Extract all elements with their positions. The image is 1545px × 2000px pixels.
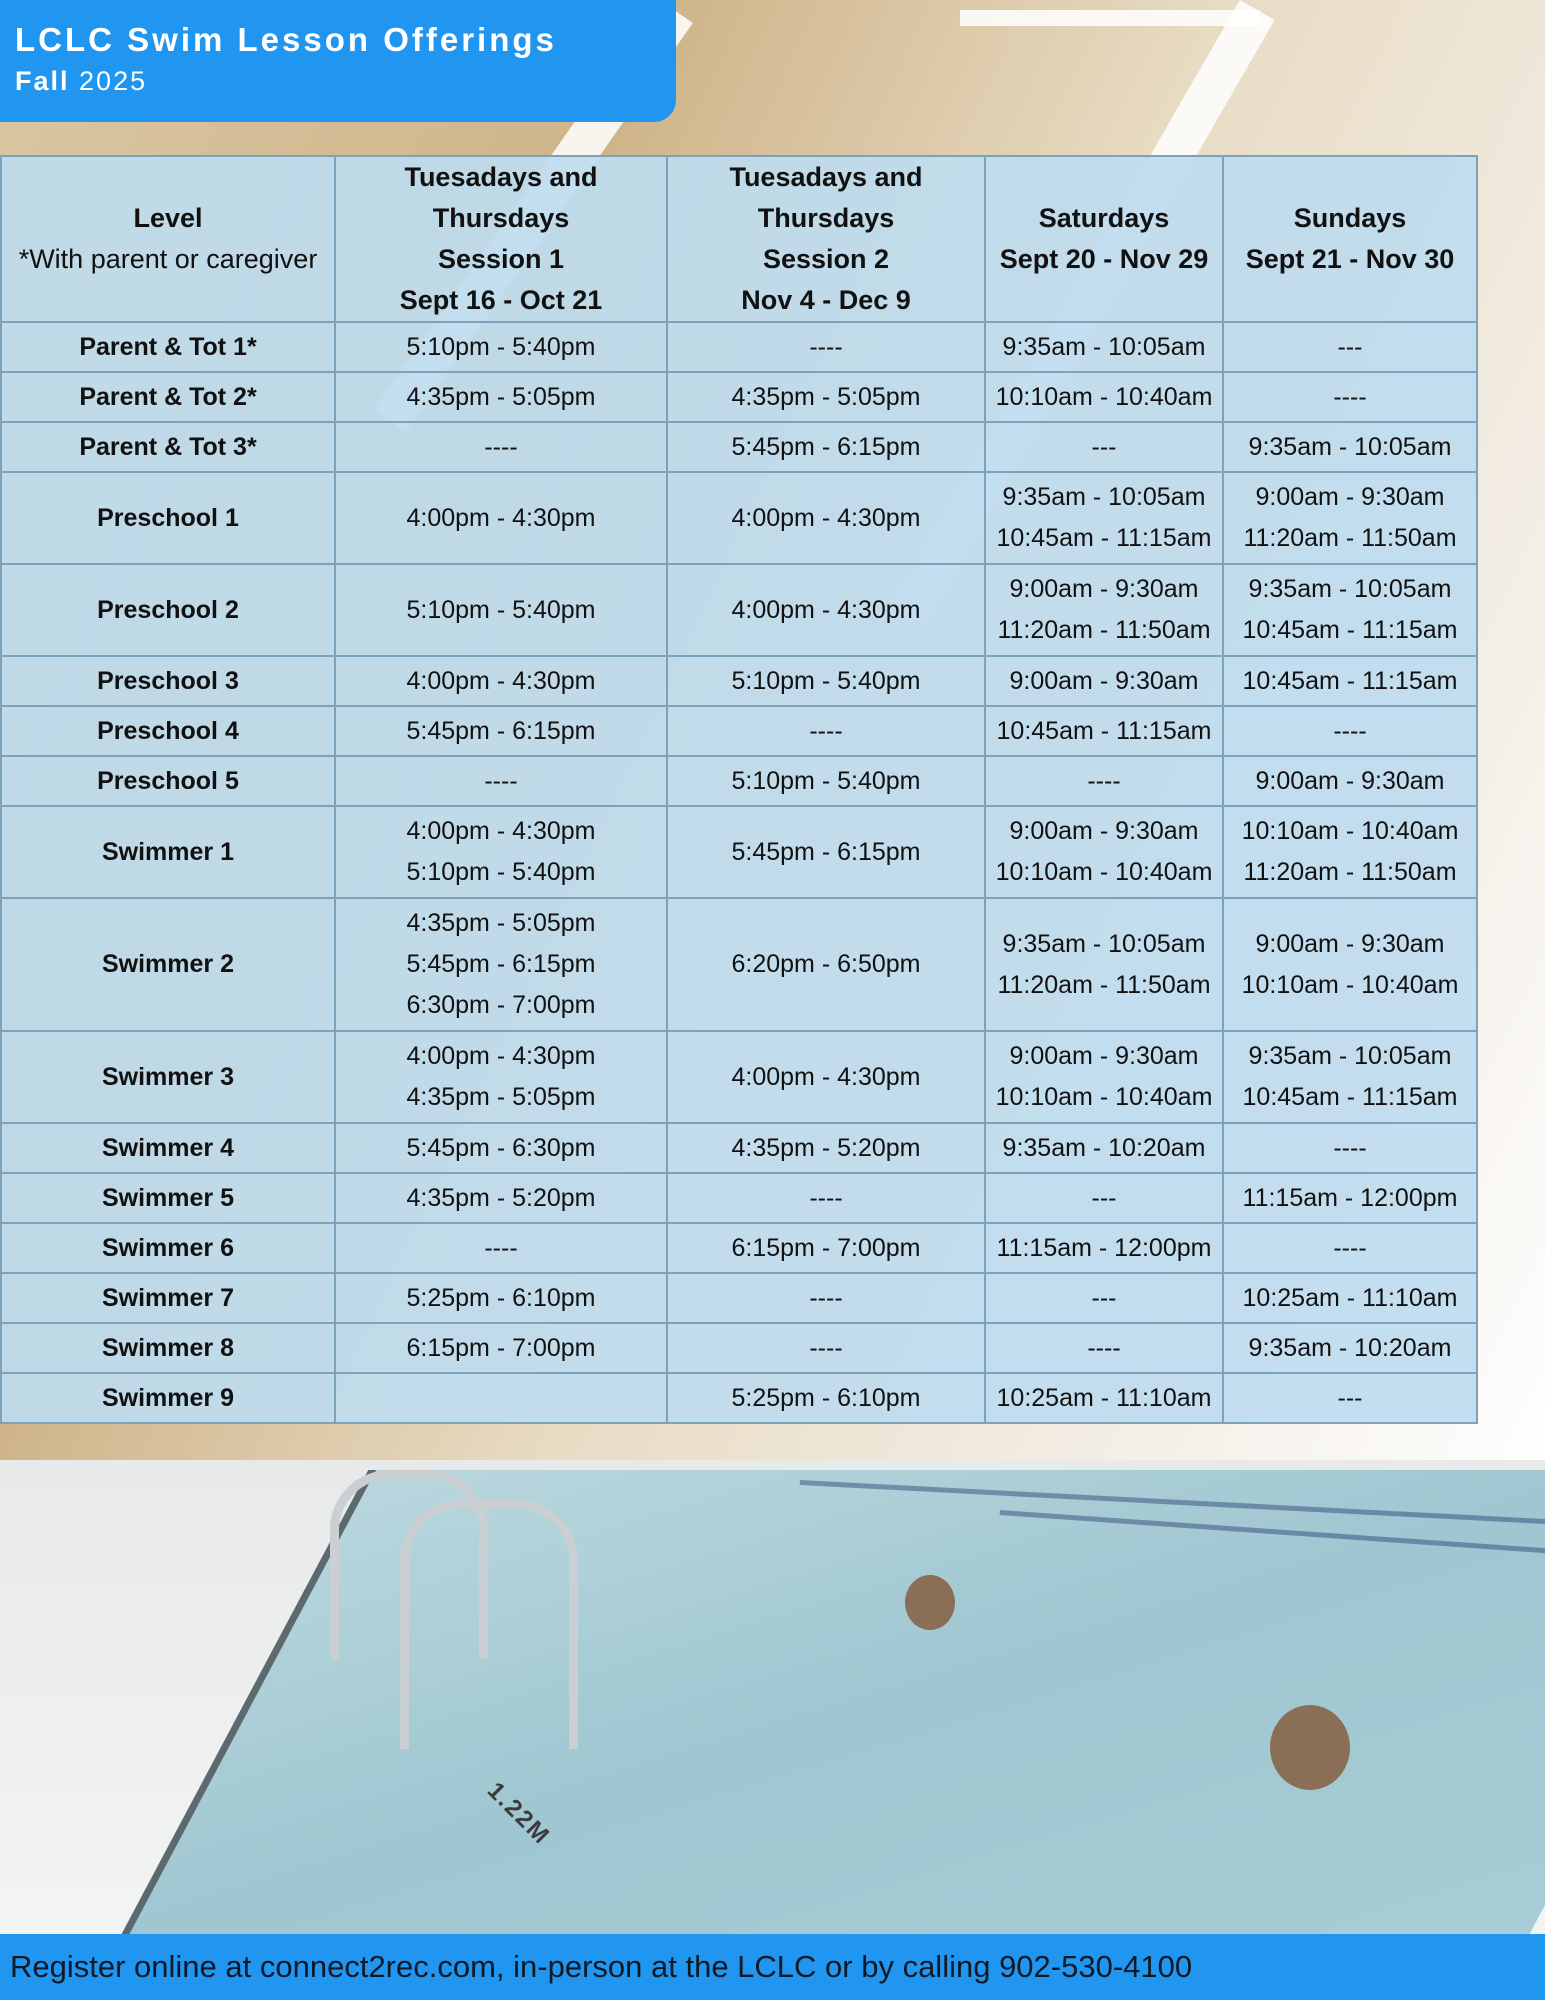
time-slot: 9:35am - 10:20am	[1248, 1333, 1452, 1362]
time-slot: 9:35am - 10:20am	[1002, 1133, 1206, 1162]
time-slot: ---	[1337, 332, 1363, 361]
time-cell	[985, 1123, 1223, 1173]
column-header	[985, 156, 1223, 322]
time-slot: 5:10pm - 5:40pm	[406, 858, 596, 886]
time-cell	[667, 1373, 985, 1423]
time-cell	[335, 422, 667, 472]
time-cell	[1223, 1323, 1477, 1373]
time-slot: 9:35am - 10:05am	[1248, 575, 1452, 603]
table-row	[1, 1123, 1477, 1173]
time-slot: 4:00pm - 4:30pm	[406, 666, 596, 695]
time-cell	[1223, 1123, 1477, 1173]
column-header-line: Tuesadays and Thursdays	[729, 162, 923, 233]
time-cell	[985, 1223, 1223, 1273]
time-slot: ----	[484, 1233, 518, 1262]
time-cell	[985, 322, 1223, 372]
time-slot: 10:10am - 10:40am	[995, 382, 1213, 411]
time-cell	[985, 472, 1223, 564]
time-slot: 9:00am - 9:30am	[1255, 929, 1445, 958]
time-slot: 10:25am - 11:10am	[996, 1383, 1212, 1412]
time-slot: 5:25pm - 6:10pm	[731, 1383, 921, 1412]
time-cell	[1223, 422, 1477, 472]
time-cell	[985, 806, 1223, 898]
registration-info: Register online at connect2rec.com, in-person at the LCLC or by calling 902-530-4100	[10, 1949, 1193, 1984]
time-cell	[667, 1031, 985, 1123]
time-slot: ----	[809, 1183, 843, 1212]
time-slot: 9:35am - 10:05am	[1248, 432, 1452, 461]
time-cell	[985, 1031, 1223, 1123]
time-cell	[985, 756, 1223, 806]
time-cell	[335, 1031, 667, 1123]
time-slot: ----	[1333, 1233, 1367, 1262]
time-slot: 11:15am - 12:00pm	[996, 1233, 1212, 1262]
time-cell	[667, 1173, 985, 1223]
time-slot: 4:00pm - 4:30pm	[731, 1062, 921, 1091]
time-slot: ---	[1091, 1183, 1117, 1212]
time-slot: ----	[484, 432, 518, 461]
time-cell	[667, 656, 985, 706]
table-row	[1, 756, 1477, 806]
time-slot: 10:45am - 11:15am	[1242, 666, 1458, 695]
time-cell	[985, 1373, 1223, 1423]
time-slot: ----	[809, 332, 843, 361]
time-slot: ---	[1091, 432, 1117, 461]
table-row	[1, 1273, 1477, 1323]
time-slot: 9:35am - 10:05am	[1002, 483, 1206, 511]
level-name: Preschool 2	[1, 564, 335, 656]
column-header-line: Session 1	[437, 244, 565, 274]
table-row	[1, 1173, 1477, 1223]
time-cell	[1223, 656, 1477, 706]
level-name: Swimmer 2	[1, 898, 335, 1031]
time-slot: 10:45am - 11:15am	[1242, 616, 1458, 644]
time-slot: 10:10am - 10:40am	[1241, 817, 1459, 845]
level-name: Swimmer 7	[1, 1273, 335, 1323]
time-slot: ---	[1337, 1383, 1363, 1412]
time-slot: ----	[484, 766, 518, 795]
time-slot: ----	[809, 716, 843, 745]
time-slot: ----	[809, 1333, 843, 1362]
time-cell	[335, 806, 667, 898]
time-cell	[667, 898, 985, 1031]
time-cell	[985, 1323, 1223, 1373]
time-slot: 4:35pm - 5:05pm	[406, 1083, 596, 1111]
time-cell	[985, 898, 1223, 1031]
time-slot: 9:35am - 10:05am	[1248, 1042, 1452, 1070]
time-slot: 5:45pm - 6:15pm	[406, 950, 596, 978]
time-slot: ----	[1087, 1333, 1121, 1362]
time-slot: 10:45am - 11:15am	[996, 524, 1212, 552]
header-banner	[0, 0, 676, 122]
time-slot: 4:35pm - 5:05pm	[731, 382, 921, 411]
time-slot: 9:00am - 9:30am	[1009, 666, 1199, 695]
time-cell	[335, 564, 667, 656]
time-cell	[667, 564, 985, 656]
table-row	[1, 1223, 1477, 1273]
time-cell	[335, 1273, 667, 1323]
level-name: Swimmer 1	[1, 806, 335, 898]
time-slot: ----	[809, 1283, 843, 1312]
time-cell	[335, 1373, 667, 1423]
time-cell	[335, 372, 667, 422]
time-cell	[1223, 806, 1477, 898]
time-cell	[985, 422, 1223, 472]
column-header-line: Sept 20 - Nov 29	[999, 244, 1209, 274]
level-name: Swimmer 6	[1, 1223, 335, 1273]
time-cell	[985, 372, 1223, 422]
time-slot: ---	[1091, 1283, 1117, 1312]
time-cell	[335, 898, 667, 1031]
level-name: Swimmer 5	[1, 1173, 335, 1223]
time-cell	[667, 1323, 985, 1373]
level-name: Swimmer 9	[1, 1373, 335, 1423]
time-slot: 9:00am - 9:30am	[1255, 766, 1445, 795]
table-header-row	[1, 156, 1477, 322]
swimmer	[905, 1575, 955, 1630]
column-header-line: Sept 21 - Nov 30	[1245, 244, 1455, 274]
table-row	[1, 656, 1477, 706]
table-row	[1, 898, 1477, 1031]
schedule-table	[0, 155, 1478, 1424]
table-row	[1, 706, 1477, 756]
table-row	[1, 322, 1477, 372]
level-name: Parent & Tot 2*	[1, 372, 335, 422]
time-cell	[1223, 1373, 1477, 1423]
page-title: LCLC Swim Lesson Offerings	[15, 21, 557, 58]
table-row	[1, 1373, 1477, 1423]
time-cell	[1223, 1273, 1477, 1323]
time-slot: 5:25pm - 6:10pm	[406, 1283, 596, 1312]
table-row	[1, 1323, 1477, 1373]
time-slot: 5:45pm - 6:15pm	[731, 837, 921, 866]
time-cell	[1223, 372, 1477, 422]
time-slot: 4:00pm - 4:30pm	[406, 817, 596, 845]
time-slot: 6:15pm - 7:00pm	[406, 1333, 596, 1362]
time-cell	[667, 1223, 985, 1273]
column-header-line: Level	[133, 203, 203, 233]
season-label: Fall	[15, 66, 70, 96]
time-cell	[667, 756, 985, 806]
page-subtitle	[15, 62, 676, 100]
time-cell	[1223, 756, 1477, 806]
time-slot: 4:00pm - 4:30pm	[406, 1042, 596, 1070]
time-slot: ----	[1333, 382, 1367, 411]
time-cell	[667, 1273, 985, 1323]
time-cell	[1223, 1173, 1477, 1223]
year-label: 2025	[79, 66, 148, 96]
time-cell	[335, 656, 667, 706]
time-slot: ----	[1087, 766, 1121, 795]
time-cell	[985, 706, 1223, 756]
time-slot: 5:10pm - 5:40pm	[406, 595, 596, 624]
time-slot: 9:00am - 9:30am	[1009, 817, 1199, 845]
time-slot: 6:15pm - 7:00pm	[731, 1233, 921, 1262]
time-cell	[1223, 898, 1477, 1031]
time-slot: 4:00pm - 4:30pm	[406, 503, 596, 532]
footer-banner	[0, 1934, 1545, 2000]
time-slot: 5:45pm - 6:15pm	[406, 716, 596, 745]
time-cell	[335, 1323, 667, 1373]
column-header-line: Sept 16 - Oct 21	[399, 285, 603, 315]
time-slot: 5:10pm - 5:40pm	[406, 332, 596, 361]
time-cell	[335, 1123, 667, 1173]
time-cell	[335, 322, 667, 372]
time-slot: 10:10am - 10:40am	[995, 1083, 1213, 1111]
column-header	[1223, 156, 1477, 322]
table-row	[1, 806, 1477, 898]
swimmer	[1270, 1705, 1350, 1790]
time-cell	[667, 706, 985, 756]
time-cell	[667, 1123, 985, 1173]
table-row	[1, 372, 1477, 422]
ceiling-beam	[960, 10, 1260, 26]
time-slot: 4:35pm - 5:05pm	[406, 382, 596, 411]
time-slot: 9:35am - 10:05am	[1002, 929, 1206, 958]
time-slot: 9:35am - 10:05am	[1002, 332, 1206, 361]
table-row	[1, 422, 1477, 472]
time-slot: 9:00am - 9:30am	[1255, 483, 1445, 511]
time-slot: 4:35pm - 5:20pm	[406, 1183, 596, 1212]
time-slot: 4:35pm - 5:20pm	[731, 1133, 921, 1162]
time-cell	[985, 564, 1223, 656]
time-cell	[335, 472, 667, 564]
level-name: Preschool 1	[1, 472, 335, 564]
time-slot: 10:45am - 11:15am	[996, 716, 1212, 745]
level-name: Parent & Tot 3*	[1, 422, 335, 472]
time-slot: 11:15am - 12:00pm	[1242, 1183, 1458, 1212]
time-cell	[667, 322, 985, 372]
time-slot: 6:30pm - 7:00pm	[406, 991, 596, 1019]
column-header-level	[1, 156, 335, 322]
time-slot: 9:00am - 9:30am	[1009, 1042, 1199, 1070]
time-slot: 5:45pm - 6:30pm	[406, 1133, 596, 1162]
time-cell	[335, 706, 667, 756]
time-cell	[985, 656, 1223, 706]
column-header	[335, 156, 667, 322]
time-slot: 10:10am - 10:40am	[1241, 970, 1459, 999]
time-slot: 5:10pm - 5:40pm	[731, 666, 921, 695]
time-slot: ----	[1333, 1133, 1367, 1162]
time-cell	[335, 1223, 667, 1273]
time-cell	[985, 1273, 1223, 1323]
table-row	[1, 1031, 1477, 1123]
time-slot: 11:20am - 11:50am	[1243, 524, 1457, 552]
time-slot: 9:00am - 9:30am	[1009, 575, 1199, 603]
column-header-line: Session 2	[762, 244, 890, 274]
time-slot: ----	[1333, 716, 1367, 745]
time-slot: 4:35pm - 5:05pm	[406, 909, 596, 937]
time-cell	[1223, 1223, 1477, 1273]
time-slot: 6:20pm - 6:50pm	[731, 950, 921, 978]
table-row	[1, 472, 1477, 564]
time-cell	[985, 1173, 1223, 1223]
level-name: Preschool 3	[1, 656, 335, 706]
time-cell	[667, 472, 985, 564]
time-cell	[667, 422, 985, 472]
level-name: Swimmer 4	[1, 1123, 335, 1173]
time-cell	[1223, 322, 1477, 372]
time-cell	[1223, 1031, 1477, 1123]
level-name: Preschool 4	[1, 706, 335, 756]
level-name: Parent & Tot 1*	[1, 322, 335, 372]
level-name: Preschool 5	[1, 756, 335, 806]
time-cell	[335, 756, 667, 806]
level-name: Swimmer 3	[1, 1031, 335, 1123]
time-cell	[335, 1173, 667, 1223]
time-cell	[1223, 564, 1477, 656]
time-cell	[667, 806, 985, 898]
time-cell	[1223, 706, 1477, 756]
time-cell	[1223, 472, 1477, 564]
time-slot: 5:10pm - 5:40pm	[731, 766, 921, 795]
time-slot: 11:20am - 11:50am	[997, 616, 1211, 644]
column-header-line: Sundays	[1293, 203, 1407, 233]
column-header-line: Tuesadays and Thursdays	[404, 162, 598, 233]
depth-marking: 1.22M	[482, 1776, 556, 1851]
time-slot: 4:00pm - 4:30pm	[731, 595, 921, 624]
column-header	[667, 156, 985, 322]
column-header-line: Nov 4 - Dec 9	[741, 285, 911, 315]
time-slot: 10:45am - 11:15am	[1242, 1083, 1458, 1111]
time-slot: 10:10am - 10:40am	[995, 858, 1213, 886]
column-header-line: Saturdays	[1038, 203, 1170, 233]
pool-ladder	[400, 1500, 578, 1749]
table-row	[1, 564, 1477, 656]
time-slot: 11:20am - 11:50am	[1243, 858, 1457, 886]
time-slot: 11:20am - 11:50am	[997, 970, 1211, 999]
level-name: Swimmer 8	[1, 1323, 335, 1373]
time-slot: 4:00pm - 4:30pm	[731, 503, 921, 532]
time-slot: 10:25am - 11:10am	[1242, 1283, 1458, 1312]
column-header-line: *With parent or caregiver	[18, 244, 318, 274]
time-cell	[667, 372, 985, 422]
time-slot: 5:45pm - 6:15pm	[731, 432, 921, 461]
